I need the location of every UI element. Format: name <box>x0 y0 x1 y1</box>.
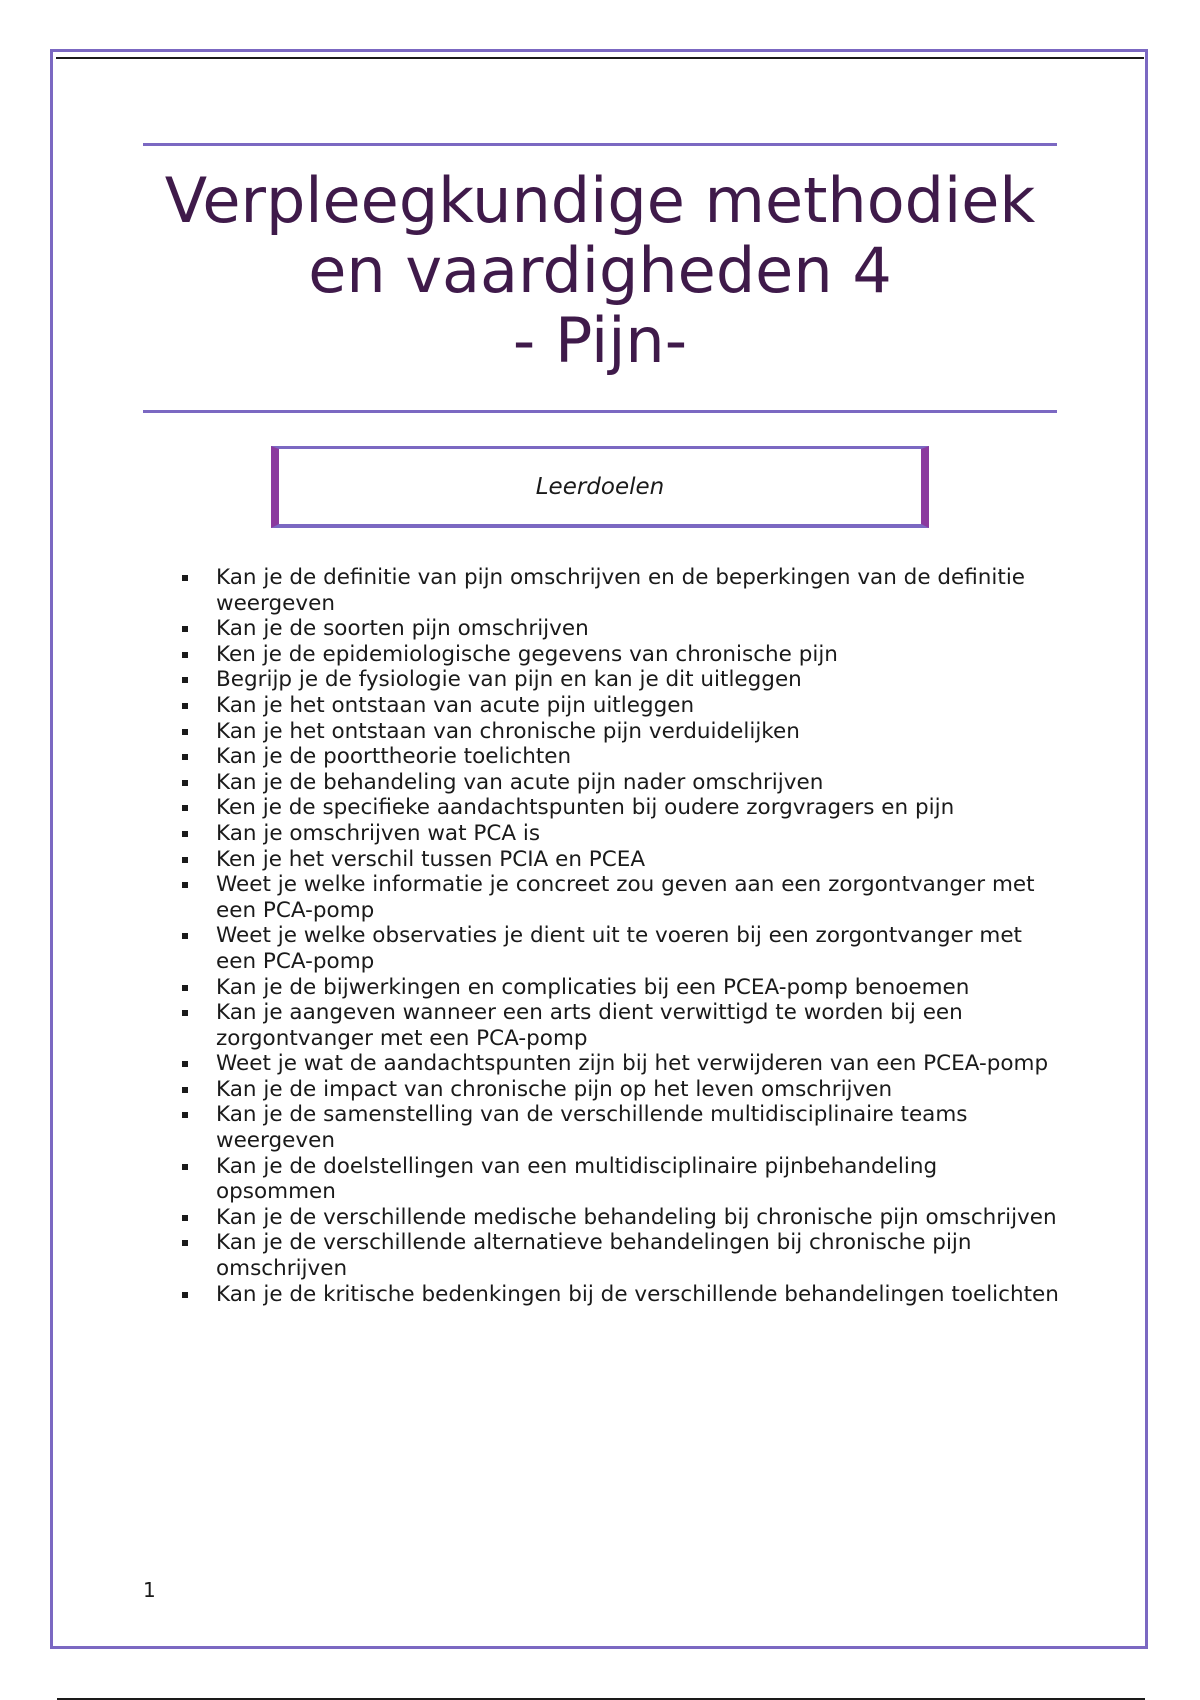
list-item <box>182 1230 1062 1281</box>
bullet-icon <box>182 677 188 683</box>
list-item <box>182 1205 1062 1231</box>
list-item-text: Ken je de epidemiologische gegevens van chronische pijn <box>216 641 838 667</box>
bullet-icon <box>182 857 188 863</box>
list-item <box>182 770 1062 796</box>
list-item <box>182 719 1062 745</box>
list-item-text: Kan je de soorten pijn omschrijven <box>216 616 589 642</box>
bullet-icon <box>182 1240 188 1246</box>
list-item <box>182 847 1062 873</box>
bullet-icon <box>182 1292 188 1298</box>
list-item <box>182 1154 1062 1205</box>
bullet-icon <box>182 703 188 709</box>
title-bottom-rule <box>143 410 1057 413</box>
list-item <box>182 642 1062 668</box>
list-item <box>182 1000 1062 1051</box>
list-item-text: Kan je het ontstaan van chronische pijn verduidelijken <box>216 718 800 744</box>
list-item-text: Kan je de behandeling van acute pijn nader omschrijven <box>216 769 824 795</box>
bullet-icon <box>182 754 188 760</box>
list-item-text: Kan je de impact van chronische pijn op het leven omschrijven <box>216 1076 893 1102</box>
bullet-icon <box>182 882 188 888</box>
list-item-text: Weet je welke informatie je concreet zou geven aan een zorgontvanger met een PCA-pomp <box>216 872 1035 923</box>
list-item-text: Begrijp je de fysiologie van pijn en kan je dit uitleggen <box>216 667 802 693</box>
bullet-icon <box>182 1010 188 1016</box>
title-line-2: en vaardigheden 4 <box>308 234 892 307</box>
bullet-icon <box>182 831 188 837</box>
bullet-icon <box>182 626 188 632</box>
list-item-text: Kan je de verschillende alternatieve behandelingen bij chronische pijn omschrijven <box>216 1230 972 1282</box>
list-item <box>182 975 1062 1001</box>
list-item-text: Kan je de kritische bedenkingen bij de verschillende behandelingen toelichten <box>216 1281 1059 1307</box>
list-item <box>182 693 1062 719</box>
bullet-icon <box>182 1164 188 1170</box>
list-item <box>182 616 1062 642</box>
list-item-text: Kan je het ontstaan van acute pijn uitleggen <box>216 692 695 718</box>
list-item-text: Kan je de bijwerkingen en complicaties bij een PCEA-pomp benoemen <box>216 974 970 1000</box>
list-item-text: Kan je omschrijven wat PCA is <box>216 820 541 846</box>
bullet-icon <box>182 933 188 939</box>
list-item <box>182 795 1062 821</box>
list-item <box>182 1077 1062 1103</box>
page-number: 1 <box>143 1578 156 1602</box>
list-item-text: Kan je de samenstelling van de verschillende multidisciplinaire teams weergeven <box>216 1102 968 1154</box>
bullet-icon <box>182 985 188 991</box>
list-item <box>182 821 1062 847</box>
bullet-icon <box>182 575 188 581</box>
list-item <box>182 744 1062 770</box>
list-item-text: Ken je het verschil tussen PCIA en PCEA <box>216 846 646 872</box>
list-item <box>182 872 1062 923</box>
list-item <box>182 1282 1062 1308</box>
bullet-icon <box>182 805 188 811</box>
list-item-text: Kan je de verschillende medische behandeling bij chronische pijn omschrijven <box>216 1204 1057 1230</box>
list-item-text: Ken je de specifieke aandachtspunten bij oudere zorgvragers en pijn <box>216 795 955 821</box>
bullet-icon <box>182 1061 188 1067</box>
bullet-icon <box>182 1215 188 1221</box>
list-item-text: Weet je wat de aandachtspunten zijn bij het verwijderen van een PCEA-pomp <box>216 1051 1049 1077</box>
title-line-1: Verpleegkundige methodiek <box>164 164 1036 237</box>
list-item <box>182 1051 1062 1077</box>
list-item-text: Weet je welke observaties je dient uit te voeren bij een zorgontvanger met een PCA-pomp <box>216 923 1022 974</box>
title-line-3: - Pijn- <box>512 304 688 377</box>
bullet-icon <box>182 1087 188 1093</box>
list-item-text: Kan je aangeven wanneer een arts dient verwittigd te worden bij een zorgontvanger met een PCA-pomp <box>216 1000 963 1051</box>
list-item <box>182 667 1062 693</box>
header-rule <box>56 57 1144 59</box>
section-heading: Leerdoelen <box>535 473 665 500</box>
list-item-text: Kan je de definitie van pijn omschrijven en de beperkingen van de definitie weergeven <box>216 565 1026 616</box>
list-item-text: Kan je de doelstellingen van een multidisciplinaire pijnbehandeling opsommen <box>216 1153 938 1205</box>
bullet-icon <box>182 1112 188 1118</box>
bullet-icon <box>182 652 188 658</box>
list-item <box>182 565 1062 616</box>
bullet-icon <box>182 729 188 735</box>
section-heading-box <box>271 446 929 528</box>
list-item-text: Kan je de poorttheorie toelichten <box>216 744 572 770</box>
document-title <box>143 166 1057 376</box>
bullet-icon <box>182 780 188 786</box>
list-item <box>182 923 1062 974</box>
learning-goals-list <box>182 565 1062 1307</box>
list-item <box>182 1102 1062 1153</box>
title-top-rule <box>143 143 1057 146</box>
